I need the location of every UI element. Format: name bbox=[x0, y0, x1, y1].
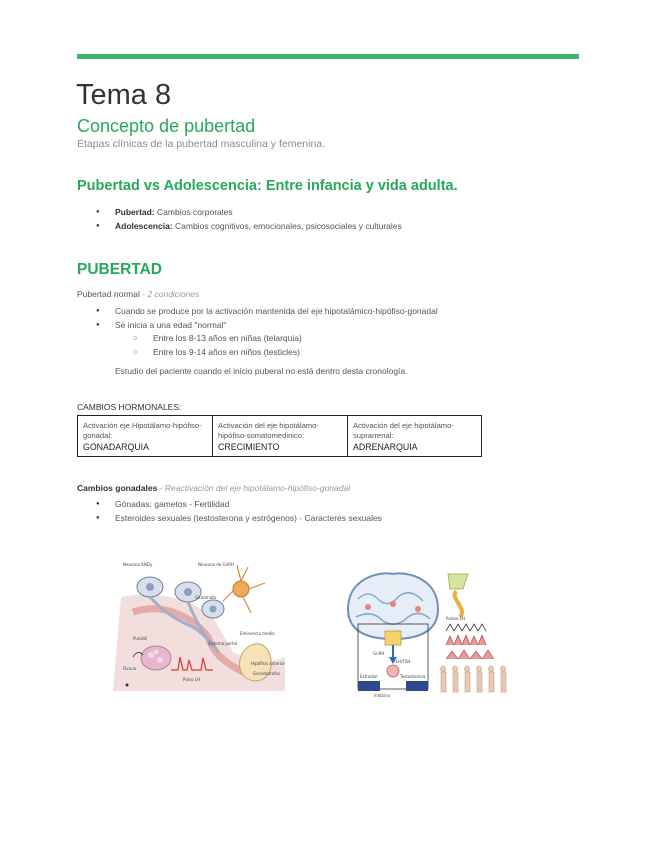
section1-list bbox=[77, 206, 402, 233]
table-row bbox=[78, 416, 482, 457]
list-item: ● Adolescencia: Cambios cognitivos, emocionales, psicosociales y culturales bbox=[77, 220, 402, 234]
list-subitem: ○ Entre los 9-14 años en niños (testicles) bbox=[77, 346, 438, 360]
list-item: ● Pubertad: Cambios corporales bbox=[77, 206, 402, 220]
hpg-axis-figure bbox=[338, 569, 508, 699]
svg-text:Sistema portal: Sistema portal bbox=[208, 641, 238, 646]
cambios-gonadales-list bbox=[77, 498, 382, 525]
hormonal-key: ADRENARQUIA bbox=[353, 442, 418, 453]
svg-text:Neurona de GnRH: Neurona de GnRH bbox=[198, 562, 234, 567]
svg-text:Glutamato: Glutamato bbox=[195, 595, 217, 600]
cronologia-note: Estudio del paciente cuando el inicio puberal no está dentro desta cronología. bbox=[115, 366, 408, 376]
table-cell: Activación del eje hipotálamo-hipófiso-somatomedinico: CRECIMIENTO bbox=[213, 416, 348, 457]
list-item: ● Gónadas: gametos - Fertilidad bbox=[77, 498, 382, 512]
cambios-hormonales-label: CAMBIOS HORMONALES: bbox=[77, 402, 182, 412]
table-cell: Activación del eje hipotálamo-suprarrenal: ADRENARQUIA bbox=[348, 416, 482, 457]
hormonal-table bbox=[77, 415, 482, 457]
svg-text:Estradiol: Estradiol bbox=[360, 674, 378, 679]
svg-text:Pulso LH: Pulso LH bbox=[183, 677, 201, 682]
svg-text:LH/FSH: LH/FSH bbox=[396, 659, 411, 664]
hormonal-key: CRECIMIENTO bbox=[218, 442, 280, 453]
table-cell: Activación eje Hipotálamo-hipófiso-gonadal: GONADARQUIA bbox=[78, 416, 213, 457]
pubertad-normal-label: Pubertad normal - 2 condiciones bbox=[77, 289, 200, 299]
section-heading-pubertad: PUBERTAD bbox=[77, 261, 162, 278]
svg-text:Pulsátil: Pulsátil bbox=[133, 636, 148, 641]
svg-text:GnRH: GnRH bbox=[373, 651, 385, 656]
list-item: ● Se inicia a una edad "normal" bbox=[77, 319, 438, 333]
svg-text:Neurona KNDy: Neurona KNDy bbox=[123, 562, 153, 567]
hormonal-key: GONADARQUIA bbox=[83, 442, 149, 453]
hypothalamus-neuron-figure bbox=[113, 557, 285, 691]
header-accent-bar bbox=[77, 54, 579, 59]
svg-text:Gonadotrofos: Gonadotrofos bbox=[253, 671, 281, 676]
page-title: Tema 8 bbox=[76, 79, 172, 111]
svg-text:Eminencia media: Eminencia media bbox=[240, 631, 275, 636]
list-item: ● Cuando se produce por la activación mantenida del eje hipotalámico-hipófiso-gonadal bbox=[77, 305, 438, 319]
list-subitem: ○ Entre los 8-13 años en niñas (telarquia) bbox=[77, 332, 438, 346]
page-description: Etapas clínicas de la pubertad masculina y femenina. bbox=[77, 138, 326, 150]
svg-text:Inhibina: Inhibina bbox=[374, 693, 390, 698]
list-item: ● Esteroides sexuales (testosterona y estrógenos) - Caracteres sexuales bbox=[77, 512, 382, 526]
svg-text:Ovario: Ovario bbox=[123, 666, 137, 671]
svg-text:Testosterona: Testosterona bbox=[400, 674, 426, 679]
cambios-gonadales-label: Cambios gonadales - Reactivación del eje hipotálamo-hipófiso-gonadal bbox=[77, 483, 351, 493]
page-subtitle: Concepto de pubertad bbox=[77, 116, 256, 136]
section-heading-pubertad-vs-adolescencia: Pubertad vs Adolescencia: Entre infancia y vida adulta. bbox=[77, 178, 458, 194]
pubertad-normal-list bbox=[77, 305, 438, 359]
svg-text:Pulsos LH: Pulsos LH bbox=[446, 616, 466, 621]
svg-text:Hipófisis anterior: Hipófisis anterior bbox=[251, 661, 285, 666]
